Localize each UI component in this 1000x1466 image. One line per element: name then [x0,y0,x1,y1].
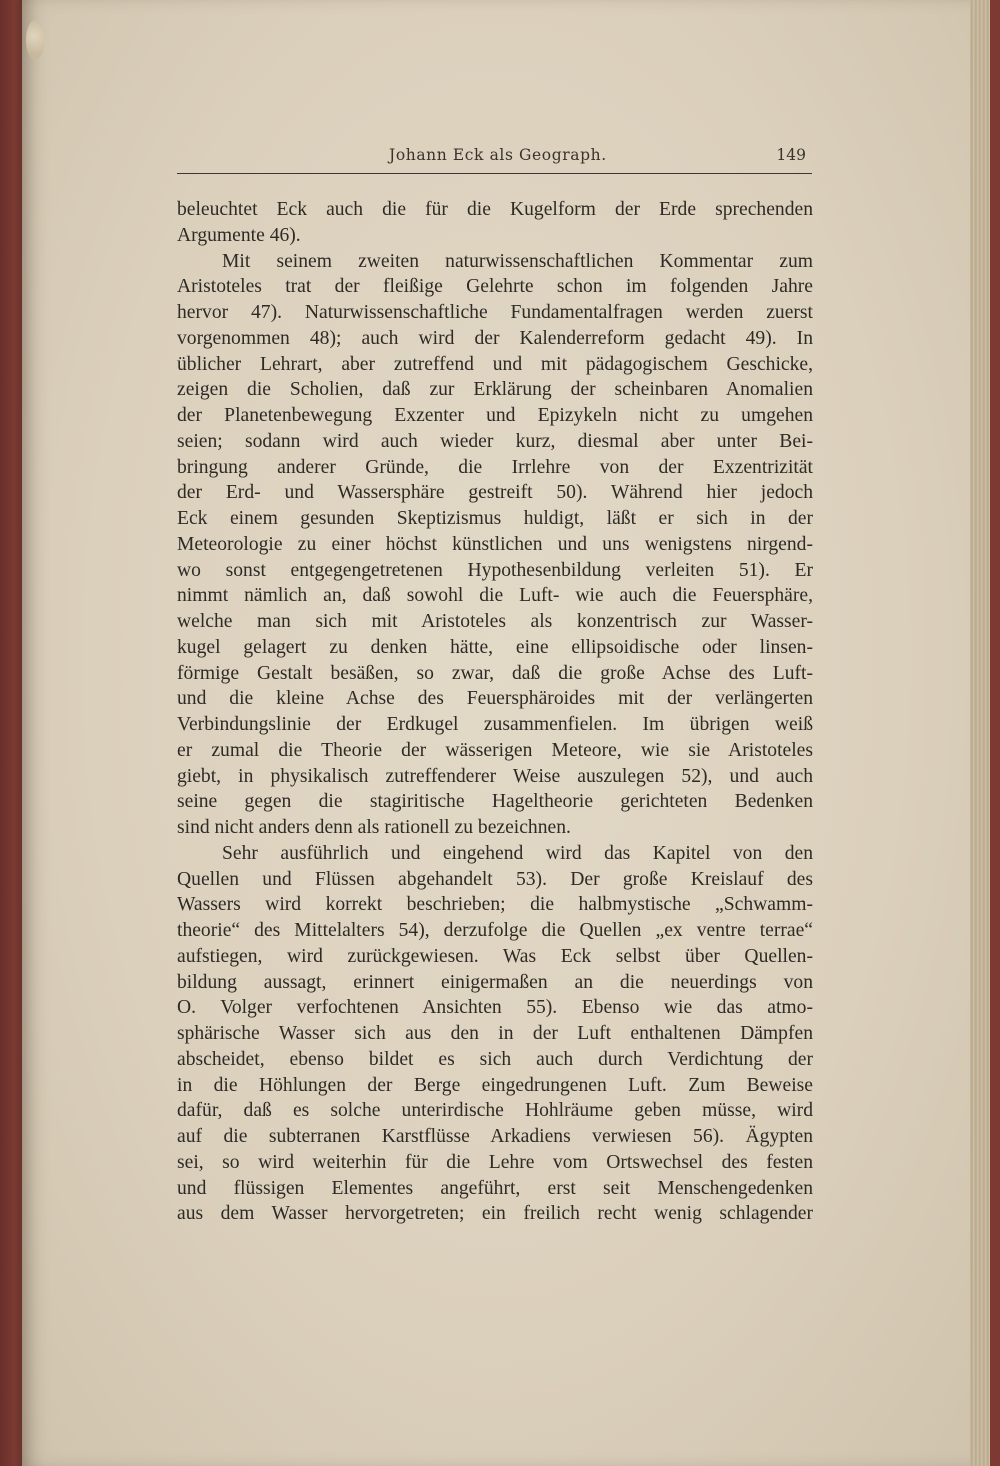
text-line: Meteorologie zu einer höchst künstlichen und uns wenigstens nirgend- [177,533,813,555]
page-header [177,140,812,174]
text-line: üblicher Lehrart, aber zutreffend und mit pädagogischem Geschicke, [177,353,813,375]
text-line: und die kleine Achse des Feuersphäroides mit der verlängerten [177,688,813,710]
text-line: bildung aussagt, erinnert einigermaßen an die neuerdings von [177,971,813,993]
text-line: sind nicht anders denn als rationell zu bezeichnen. [177,817,571,838]
text-line: Aristoteles trat der fleißige Gelehrte schon im folgenden Jahre [177,276,813,298]
text-line: sphärische Wasser sich aus den in der Luft enthaltenen Dämpfen [177,1023,813,1044]
text-line: in die Höhlungen der Berge eingedrungenen Luft. Zum Beweise [177,1074,813,1096]
binding-mark [26,20,44,60]
text-line: giebt, in physikalisch zutreffenderer Weise auszulegen 52), und auch [177,765,813,787]
text-line: nimmt nämlich an, daß sowohl die Luft- wie auch die Feuersphäre, [177,585,813,607]
text-line: Quellen und Flüssen abgehandelt 53). Der große Kreislauf des [177,868,813,890]
text-line: Eck einem gesunden Skeptizismus huldigt, läßt er sich in der [177,508,813,529]
body-text [177,197,813,1227]
text-line: vorgenommen 48); auch wird der Kalenderreform gedacht 49). In [177,327,813,349]
text-line: dafür, daß es solche unterirdische Hohlräume geben müsse, wird [177,1100,813,1122]
page-block-edge [966,0,1000,1466]
text-line: hervor 47). Naturwissenschaftliche Fundamentalfragen werden zuerst [177,302,813,323]
text-line: Verbindungslinie der Erdkugel zusammenfielen. Im übrigen weiß [177,714,813,735]
text-line: Argumente 46). [177,224,301,246]
text-line: Mit seinem zweiten naturwissenschaftlichen Kommentar zum [222,250,813,272]
text-line: welche man sich mit Aristoteles als konzentrisch zur Wasser- [177,611,813,632]
text-line: theorie“ des Mittelalters 54), derzufolge die Quellen „ex ventre terrae“ [177,920,813,941]
text-line: abscheidet, ebenso bildet es sich auch durch Verdichtung der [177,1048,813,1070]
text-line: Wassers wird korrekt beschrieben; die halbmystische „Schwamm- [177,894,813,916]
text-line: zeigen die Scholien, daß zur Erklärung der scheinbaren Anomalien [177,379,813,401]
text-line: auf die subterranen Karstflüsse Arkadiens verwiesen 56). Ägypten [177,1126,813,1147]
running-title: Johann Eck als Geograph. [389,146,607,164]
text-line: O. Volger verfochtenen Ansichten 55). Ebenso wie das atmo- [177,997,813,1019]
text-line: wo sonst entgegengetretenen Hypothesenbildung verleiten 51). Er [177,559,813,581]
text-line: beleuchtet Eck auch die für die Kugelform der Erde sprechenden [177,199,813,220]
text-line: er zumal die Theorie der wässerigen Meteore, wie sie Aristoteles [177,739,813,761]
book-page [22,0,970,1466]
text-line: aufstiegen, wird zurückgewiesen. Was Eck selbst über Quellen- [177,945,813,967]
text-line: seien; sodann wird auch wieder kurz, diesmal aber unter Bei- [177,430,813,452]
text-line: der Planetenbewegung Exzenter und Epizykeln nicht zu umgehen [177,405,813,426]
text-line: seine gegen die stagiritische Hageltheorie gerichteten Bedenken [177,791,813,813]
text-line: förmige Gestalt besäßen, so zwar, daß die große Achse des Luft- [177,662,813,684]
header-rule [177,173,812,174]
text-line: aus dem Wasser hervorgetreten; ein freilich recht wenig schlagender [177,1203,813,1225]
text-line: sei, so wird weiterhin für die Lehre vom Ortswechsel des festen [177,1151,813,1173]
text-line: und flüssigen Elementes angeführt, erst seit Menschengedenken [177,1177,813,1199]
text-line: Sehr ausführlich und eingehend wird das Kapitel von den [222,842,813,864]
page-number: 149 [776,146,806,164]
text-line: bringung anderer Gründe, die Irrlehre von der Exzentrizität [177,456,813,478]
text-line: der Erd- und Wassersphäre gestreift 50). Während hier jedoch [177,482,813,504]
text-line: kugel gelagert zu denken hätte, eine ellipsoidische oder linsen- [177,636,813,658]
